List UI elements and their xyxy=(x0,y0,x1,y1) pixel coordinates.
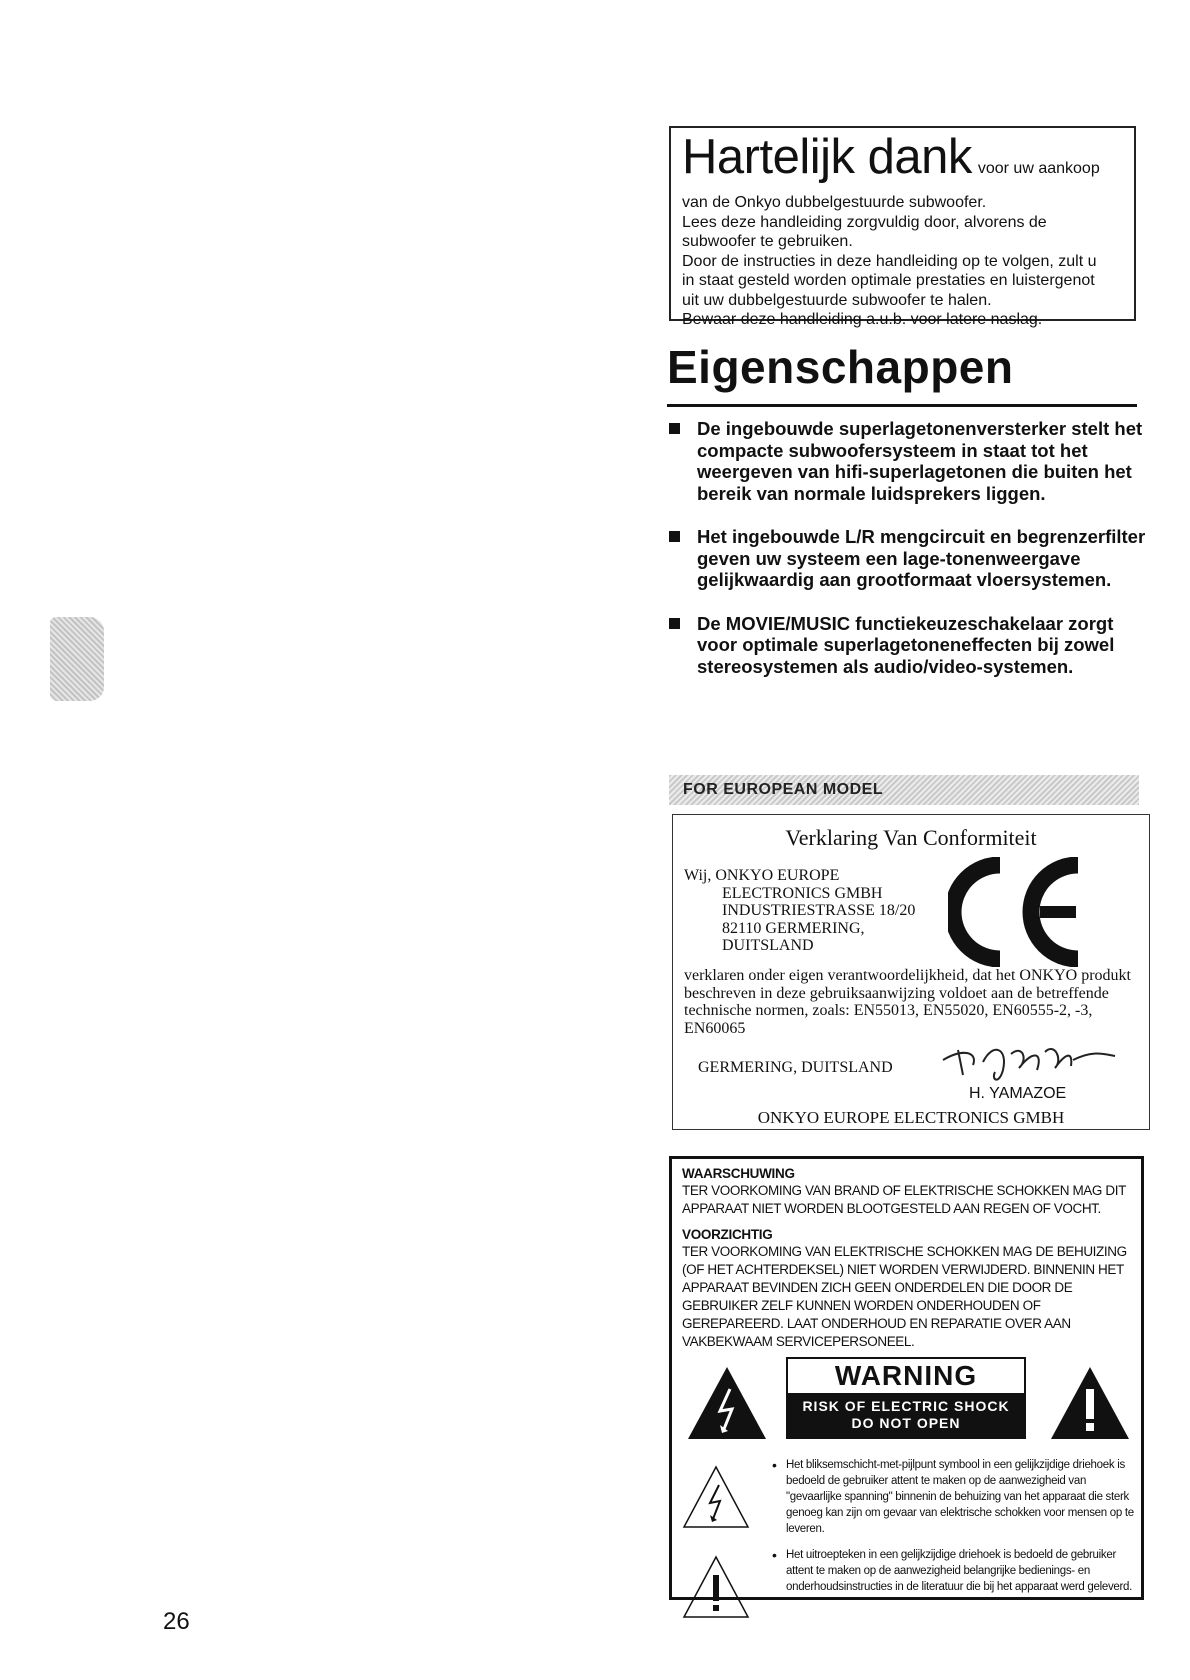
features-rule xyxy=(667,404,1137,407)
features-list xyxy=(667,418,1147,699)
thanks-line: van de Onkyo dubbelgestuurde subwoofer. xyxy=(682,194,987,211)
page-number: 26 xyxy=(163,1608,190,1635)
feature-text: De MOVIE/MUSIC functiekeuzeschakelaar zorgt voor optimale superlagetoneneffecten bij zowel stereosystemen als audio/video-systemen. xyxy=(697,612,1115,677)
thanks-line: in staat gesteld worden optimale prestaties en luistergenot xyxy=(682,272,1095,289)
address-line: DUITSLAND xyxy=(722,937,814,954)
explanation-item xyxy=(682,1547,1137,1637)
signature-image xyxy=(933,1030,1123,1090)
thanks-line: Bewaar deze handleiding a.u.b. voor latere naslag. xyxy=(682,311,1043,328)
section-tab-marker xyxy=(50,617,104,701)
feature-item xyxy=(667,526,1147,591)
voorzichtig-text: TER VOORKOMING VAN ELEKTRISCHE SCHOKKEN MAG DE BEHUIZING (OF HET ACHTERDEKSEL) NIET WORDEN VERWIJDERD. BINNENIN HET APPARAAT BEVINDEN ZICH GEEN ONDERDELEN DIE DOOR DE GEBRUIKER ZELF KUNNEN WORDEN ONDERHOUDEN OF GEREPAREERD. LAAT ONDERHOUD EN REPARATIE OVER AAN VAKBEKWAAM SERVICEPERSONEEL. xyxy=(682,1244,1127,1349)
thanks-title-suffix: voor uw aankoop xyxy=(977,160,1100,177)
thanks-title xyxy=(682,130,1124,192)
address-line: 82110 GERMERING, xyxy=(722,919,865,937)
square-bullet-icon xyxy=(669,618,680,629)
feature-item xyxy=(667,418,1147,504)
thanks-line: subwoofer te gebruiken. xyxy=(682,233,853,250)
lightning-triangle-icon xyxy=(682,1465,750,1529)
thanks-box xyxy=(669,126,1136,328)
address-line: ELECTRONICS GMBH xyxy=(722,884,883,902)
conformity-title: Verklaring Van Conformiteit xyxy=(785,825,1037,850)
warning-label-subtitle xyxy=(788,1393,1024,1437)
feature-item xyxy=(667,613,1147,678)
feature-text: De ingebouwde superlagetonenversterker stelt het compacte subwoofersysteem in staat tot het weergeven van hifi-superlagetonen die buiten het bereik van normale luidsprekers liggen. xyxy=(697,418,1143,504)
thanks-line: Lees deze handleiding zorgvuldig door, alvorens de xyxy=(682,213,1047,231)
waarschuwing-title: WAARSCHUWING xyxy=(682,1166,795,1181)
ce-mark-icon xyxy=(948,857,1098,967)
feature-text: Het ingebouwde L/R mengcircuit en begrenzerfilter geven uw systeem een lage-tonenweergave gelijkwaardig aan grootformaat vloersystemen. xyxy=(697,526,1146,590)
exclamation-triangle-icon xyxy=(682,1555,750,1619)
address-line: Wij, ONKYO EUROPE xyxy=(684,867,840,884)
conformity-place: GERMERING, DUITSLAND xyxy=(698,1059,893,1076)
thanks-line: Door de instructies in deze handleiding op te volgen, zult u xyxy=(682,252,1097,270)
european-model-band xyxy=(669,775,1139,805)
thanks-line: uit uw dubbelgestuurde subwoofer te halen. xyxy=(682,291,992,309)
warning-label xyxy=(786,1357,1026,1439)
lightning-triangle-icon xyxy=(686,1365,768,1441)
conformity-address xyxy=(684,867,915,955)
safety-warning-box xyxy=(669,1156,1144,1600)
conformity-company: ONKYO EUROPE ELECTRONICS GMBH xyxy=(757,1108,1065,1127)
explanation-text: • Het uitroepteken in een gelijkzijdige driehoek is bedoeld de gebruiker attent te maken op de aanwezigheid belangrijke bedienings- en onderhoudsinstructies in de literatuur die bij het apparaat werd geleverd. xyxy=(772,1547,1137,1595)
warning-label-line: DO NOT OPEN xyxy=(851,1415,961,1431)
explanation-item xyxy=(682,1457,1137,1547)
exclamation-triangle-icon xyxy=(1049,1365,1131,1441)
thanks-body xyxy=(682,193,1124,330)
warning-label-title: WARNING xyxy=(834,1360,978,1391)
waarschuwing-text: TER VOORKOMING VAN BRAND OF ELEKTRISCHE SCHOKKEN MAG DIT APPARAAT NIET WORDEN BLOOTGESTELD AAN REGEN OF VOCHT. xyxy=(682,1183,1126,1216)
voorzichtig-title: VOORZICHTIG xyxy=(682,1227,773,1242)
square-bullet-icon xyxy=(669,531,680,542)
address-line: INDUSTRIESTRASSE 18/20 xyxy=(722,902,916,919)
conformity-declaration xyxy=(672,814,1150,1130)
warning-label-line: RISK OF ELECTRIC SHOCK xyxy=(802,1398,1010,1414)
square-bullet-icon xyxy=(669,423,680,434)
explanation-text: • Het bliksemschicht-met-pijlpunt symbool in een gelijkzijdige driehoek is bedoeld de gebruiker attent te maken op de aanwezigheid van "gevaarlijke spanning" binnenin de behuizing van het apparaat die sterk genoeg kan zijn om gevaar van elektrische schokken voor mensen op te leveren. xyxy=(772,1457,1137,1537)
warning-label-row xyxy=(686,1357,1131,1452)
conformity-signer-name: H. YAMAZOE xyxy=(969,1085,1067,1102)
symbol-explanations xyxy=(682,1457,1137,1637)
european-model-label: FOR EUROPEAN MODEL xyxy=(683,781,884,798)
thanks-title-text: Hartelijk dank xyxy=(682,130,972,184)
conformity-text: verklaren onder eigen verantwoordelijkheid, dat het ONKYO produkt beschreven in deze gebruiksaanwijzing voldoet aan de betreffende technische normen, zoals: EN55013, EN55020, EN60555-2, -3, EN60065 xyxy=(684,967,1131,1037)
features-title: Eigenschappen xyxy=(667,341,1014,393)
